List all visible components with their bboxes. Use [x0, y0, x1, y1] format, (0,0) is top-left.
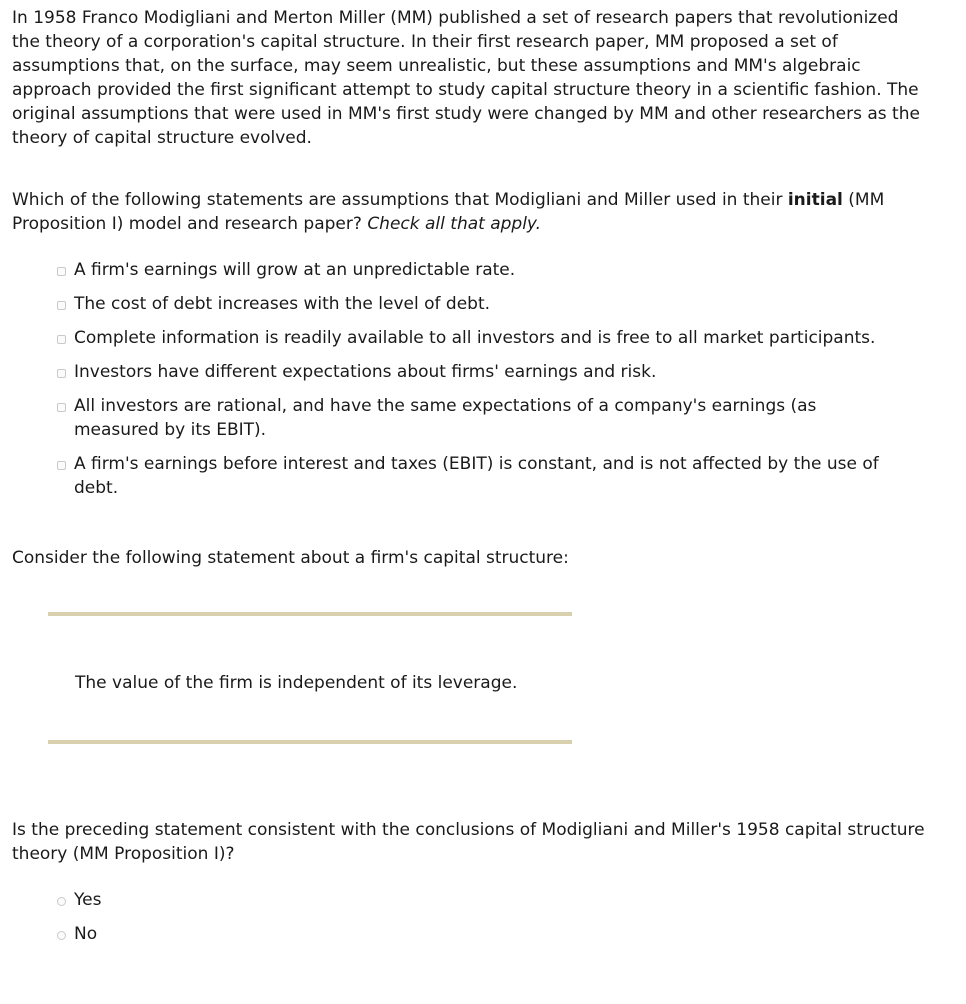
- radio-label[interactable]: Yes: [74, 890, 102, 910]
- question-1-middle: (MM Proposition I) model and research paper?: [12, 190, 885, 234]
- assumption-option[interactable]: [12, 360, 927, 384]
- checkbox[interactable]: [57, 369, 66, 378]
- option-label[interactable]: Complete information is readily available to all investors and is free to all market participants.: [74, 328, 876, 348]
- option-label[interactable]: A firm's earnings before interest and taxes (EBIT) is constant, and is not affected by the use of debt.: [74, 454, 879, 498]
- checkbox[interactable]: [57, 335, 66, 344]
- assumption-option[interactable]: [12, 452, 927, 500]
- radio-option-no[interactable]: [12, 922, 927, 946]
- option-label[interactable]: All investors are rational, and have the same expectations of a company's earnings (as measured by its EBIT).: [74, 396, 817, 440]
- question-1-prompt: [12, 188, 927, 236]
- consistency-radio-group: [12, 888, 927, 946]
- question-page: [12, 6, 927, 956]
- radio-button[interactable]: [57, 897, 66, 906]
- option-label[interactable]: The cost of debt increases with the level of debt.: [74, 294, 491, 314]
- question-1-instruction: Check all that apply.: [367, 214, 542, 234]
- statement-intro: Consider the following statement about a firm's capital structure:: [12, 548, 569, 568]
- option-label[interactable]: A firm's earnings will grow at an unpredictable rate.: [74, 260, 516, 280]
- assumption-option[interactable]: [12, 292, 927, 316]
- question-1-prefix: Which of the following statements are assumptions that Modigliani and Miller used in their: [12, 190, 788, 210]
- intro-paragraph: In 1958 Franco Modigliani and Merton Miller (MM) published a set of research papers that revolutionized the theory of a corporation's capital structure. In their first research paper, MM proposed a set of assumptions that, on the surface, may seem unrealistic, but these assumptions and MM's algebraic approach provided the first significant attempt to study capital structure theory in a scientific fashion. The original assumptions that were used in MM's first study were changed by MM and other researchers as the theory of capital structure evolved.: [12, 8, 920, 148]
- assumption-option[interactable]: [12, 258, 927, 282]
- checkbox[interactable]: [57, 267, 66, 276]
- checkbox[interactable]: [57, 461, 66, 470]
- radio-option-yes[interactable]: [12, 888, 927, 912]
- checkbox[interactable]: [57, 301, 66, 310]
- question-2-prompt: Is the preceding statement consistent with the conclusions of Modigliani and Miller's 1958 capital structure theory (MM Proposition I)?: [12, 820, 925, 864]
- statement-text: The value of the firm is independent of its leverage.: [75, 673, 518, 693]
- assumption-option[interactable]: [12, 394, 927, 442]
- radio-button[interactable]: [57, 931, 66, 940]
- statement-box: [48, 612, 572, 744]
- question-1-bold-word: initial: [787, 190, 843, 210]
- assumption-checkbox-list: [12, 258, 927, 500]
- radio-label[interactable]: No: [74, 924, 98, 944]
- option-label[interactable]: Investors have different expectations about firms' earnings and risk.: [74, 362, 657, 382]
- checkbox[interactable]: [57, 403, 66, 412]
- assumption-option[interactable]: [12, 326, 927, 350]
